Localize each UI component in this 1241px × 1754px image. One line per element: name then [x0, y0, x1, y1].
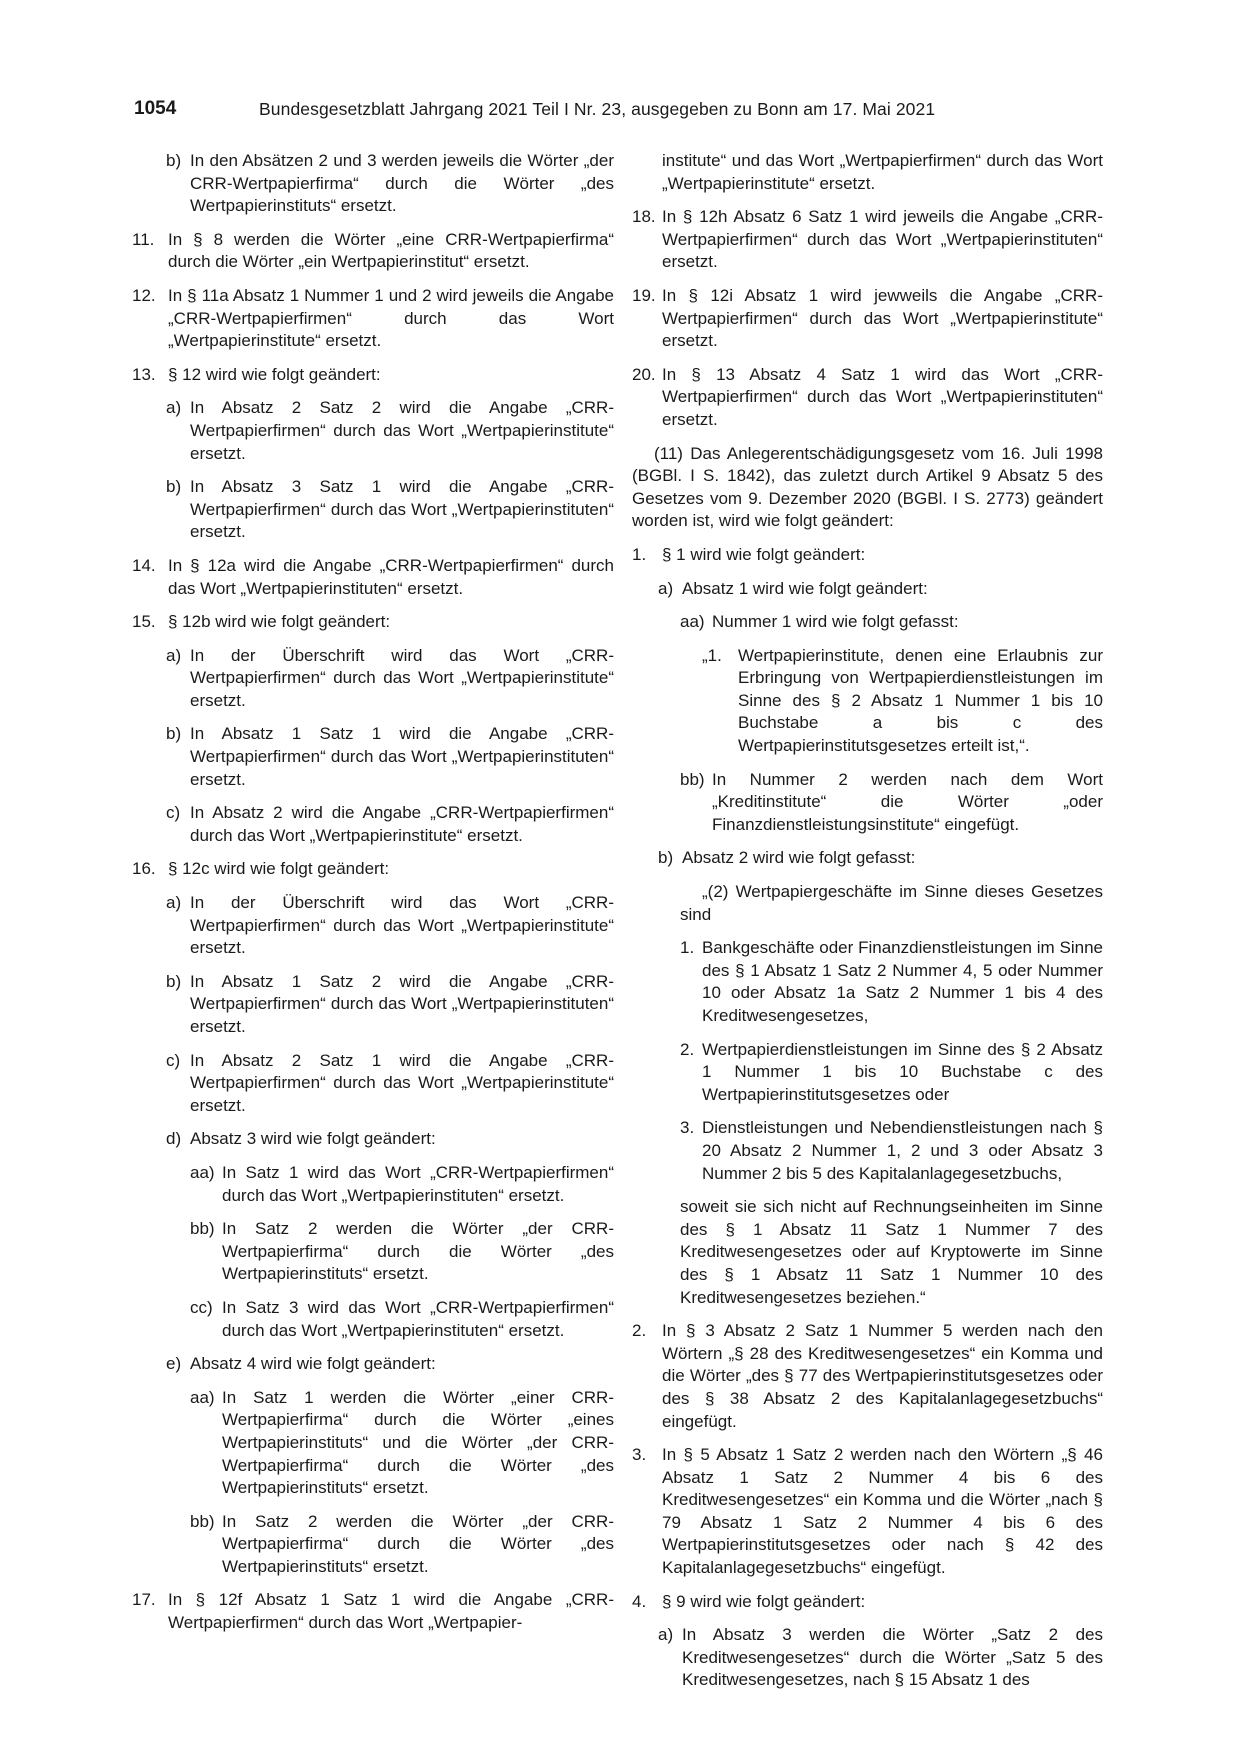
list-item: [632, 1591, 1103, 1614]
list-item: [132, 971, 614, 1039]
list-item-number: bb): [190, 1511, 215, 1531]
list-item-number: d): [166, 1129, 182, 1149]
list-item-text: Dienstleistungen und Nebendienstleistungen nach § 20 Absatz 2 Nummer 1, 2 und 3 oder Absatz 3 Nummer 2 bis 5 des Kapitalanlagegesetzbuchs,: [702, 1118, 1103, 1183]
list-item-number: 15.: [132, 612, 156, 632]
list-item-number: 2.: [680, 1039, 695, 1059]
list-item: [132, 285, 614, 353]
list-item-number: b): [658, 848, 674, 868]
list-item: [632, 150, 1103, 195]
list-item-text: Absatz 3 wird wie folgt geändert:: [190, 1129, 436, 1149]
page-header: [134, 98, 1114, 128]
list-item-text: Nummer 1 wird wie folgt gefasst:: [712, 612, 959, 632]
list-item-number: a): [658, 578, 674, 598]
list-item-number: „1.: [702, 645, 722, 665]
list-item: [132, 1353, 614, 1376]
list-item-number: 4.: [632, 1591, 647, 1611]
list-item: [632, 285, 1103, 353]
list-item-text: § 12 wird wie folgt geändert:: [168, 364, 381, 384]
list-item: [132, 1511, 614, 1579]
list-item-number: aa): [190, 1387, 215, 1407]
list-item-text: Absatz 4 wird wie folgt geändert:: [190, 1354, 436, 1374]
paragraph-continuation: soweit sie sich nicht auf Rechnungseinheiten im Sinne des § 1 Absatz 11 Satz 1 Nummer 7 des Kreditwesengesetzes oder auf Kryptowerte im Sinne des § 1 Absatz 11 Satz 1 Nummer 10 des Kreditwesengesetzes beziehen.“: [680, 1197, 1103, 1307]
list-item: [632, 769, 1103, 837]
list-item: [632, 1117, 1103, 1185]
list-item-text: In Satz 3 wird das Wort „CRR-Wertpapierfirmen“ durch das Wort „Wertpapierinstituten“ ersetzt.: [222, 1297, 614, 1340]
list-item: [132, 645, 614, 713]
list-item-number: 1.: [680, 938, 695, 958]
list-item-number: b): [166, 724, 182, 744]
list-item-number: cc): [190, 1297, 213, 1317]
list-item-number: 3.: [680, 1118, 695, 1138]
list-item: [632, 578, 1103, 601]
list-item: [632, 206, 1103, 274]
list-item-text: In Absatz 1 Satz 2 wird die Angabe „CRR-Wertpapierfirmen“ durch das Wort „Wertpapierinstituten“ ersetzt.: [190, 971, 614, 1036]
list-item-number: e): [166, 1354, 182, 1374]
header-title: Bundesgesetzblatt Jahrgang 2021 Teil I Nr. 23, ausgegeben zu Bonn am 17. Mai 2021: [259, 99, 936, 119]
list-item-number: a): [658, 1625, 674, 1645]
list-item-text: In § 12a wird die Angabe „CRR-Wertpapierfirmen“ durch das Wort „Wertpapierinstituten“ ersetzt.: [168, 555, 614, 598]
list-item-text: In Satz 2 werden die Wörter „der CRR-Wertpapierfirma“ durch die Wörter „des Wertpapierinstituts“ ersetzt.: [222, 1511, 614, 1576]
list-item: [132, 1297, 614, 1342]
list-item-number: 12.: [132, 285, 156, 305]
list-item-text: In § 3 Absatz 2 Satz 1 Nummer 5 werden nach den Wörtern „§ 28 des Kreditwesengesetzes“ ein Komma und die Wörter „des § 77 des Wertpapierinstitutsgesetzes oder des § 38 Absatz 2 des Kapitalanlagegesetzbuchs“ eingefügt.: [662, 1321, 1103, 1431]
list-item-text: In § 13 Absatz 4 Satz 1 wird das Wort „CRR-Wertpapierfirmen“ durch das Wort „Wertpapierinstituten“ ersetzt.: [662, 364, 1103, 429]
left-column: [132, 150, 614, 1646]
list-item: [632, 847, 1103, 870]
list-item-text: In § 5 Absatz 1 Satz 2 werden nach den Wörtern „§ 46 Absatz 1 Satz 2 Nummer 4 bis 6 des Kreditwesengesetzes“ ein Komma und die Wörter „nach § 79 Absatz 1 Satz 2 Nummer 4 bis 6 des Wertpapierinstitutsgesetzes oder nach § 42 des Kapitalanlagegesetzbuchs“ eingefügt.: [662, 1445, 1103, 1578]
list-item-number: 1.: [632, 544, 647, 564]
list-item: [132, 364, 614, 387]
list-item-number: 18.: [632, 207, 656, 227]
list-item-number: bb): [680, 769, 705, 789]
list-item-number: b): [166, 971, 182, 991]
list-item-number: 19.: [632, 285, 656, 305]
list-item-text: In § 12i Absatz 1 wird jewweils die Angabe „CRR-Wertpapierfirmen“ durch das Wort „Wertpapierinstitute“ ersetzt.: [662, 285, 1103, 351]
list-item: [132, 1387, 614, 1500]
list-item-number: 20.: [632, 364, 656, 384]
list-item: [632, 1444, 1103, 1580]
list-item: [632, 364, 1103, 432]
list-item: [132, 150, 614, 218]
list-item-text: In der Überschrift wird das Wort „CRR-Wertpapierfirmen“ durch das Wort „Wertpapierinstitute“ ersetzt.: [190, 645, 614, 710]
list-item: [132, 1128, 614, 1151]
list-item-text: In Absatz 1 Satz 1 wird die Angabe „CRR-Wertpapierfirmen“ durch das Wort „Wertpapierinstituten“ ersetzt.: [190, 724, 614, 789]
list-item: [132, 1218, 614, 1286]
list-item-text: In § 12h Absatz 6 Satz 1 wird jeweils die Angabe „CRR-Wertpapierfirmen“ durch das Wort „Wertpapierinstituten“ ersetzt.: [662, 207, 1103, 272]
list-item-number: b): [166, 477, 182, 497]
list-item: [132, 1589, 614, 1634]
list-item: [132, 723, 614, 791]
list-item-text: In § 12f Absatz 1 Satz 1 wird die Angabe „CRR-Wertpapierfirmen“ durch das Wort „Wertpapier-: [168, 1590, 614, 1633]
list-item: [132, 1050, 614, 1118]
list-item: [632, 645, 1103, 758]
list-item-text: Wertpapierinstitute, denen eine Erlaubnis zur Erbringung von Wertpapierdienstleistungen im Sinne des § 2 Absatz 1 Nummer 1 bis 10 Buchstabe a bis c des Wertpapierinstitutsgesetzes erteilt ist,“.: [738, 645, 1103, 756]
list-item-number: 3.: [632, 1445, 647, 1465]
list-item-number: 2.: [632, 1321, 647, 1341]
list-item: [132, 397, 614, 465]
list-item: [132, 858, 614, 881]
list-item-number: 11.: [132, 229, 155, 249]
list-item-number: bb): [190, 1219, 215, 1239]
page-number: 1054: [134, 98, 177, 119]
list-item: [632, 611, 1103, 634]
list-item: [632, 1624, 1103, 1692]
list-item: [632, 1320, 1103, 1433]
right-column: [632, 150, 1103, 1703]
list-item-number: a): [166, 893, 182, 913]
list-item: [132, 555, 614, 600]
quoted-paragraph: „(2) Wertpapiergeschäfte im Sinne dieses Gesetzes sind: [680, 882, 1103, 924]
list-item: [132, 892, 614, 960]
list-item-text: Bankgeschäfte oder Finanzdienstleistungen im Sinne des § 1 Absatz 1 Satz 2 Nummer 4, 5 oder Nummer 10 oder Absatz 1a Satz 2 Nummer 1 bis 4 des Kreditwesengesetzes,: [702, 938, 1103, 1025]
list-item: [132, 611, 614, 634]
list-item-text: In Nummer 2 werden nach dem Wort „Kreditinstitute“ die Wörter „oder Finanzdienstleistungsinstitute“ eingefügt.: [712, 769, 1103, 834]
list-item-text: In Absatz 3 Satz 1 wird die Angabe „CRR-Wertpapierfirmen“ durch das Wort „Wertpapierinstituten“ ersetzt.: [190, 477, 614, 542]
paragraph: (11) Das Anlegerentschädigungsgesetz vom 16. Juli 1998 (BGBl. I S. 1842), das zuletzt durch Artikel 9 Absatz 5 des Gesetzes vom 9. Dezember 2020 (BGBl. I S. 2773) geändert worden ist, wird wie folgt geändert:: [632, 443, 1103, 531]
list-item-text: § 12b wird wie folgt geändert:: [168, 612, 391, 632]
list-item: [132, 802, 614, 847]
list-item-number: c): [166, 1050, 181, 1070]
list-item: [632, 544, 1103, 567]
list-item-text: § 1 wird wie folgt geändert:: [662, 544, 866, 564]
list-item: [132, 229, 614, 274]
list-item-text: Wertpapierdienstleistungen im Sinne des § 2 Absatz 1 Nummer 1 bis 10 Buchstabe c des Wertpapierinstitutsgesetzes oder: [702, 1039, 1103, 1104]
list-item-text: In Absatz 2 Satz 1 wird die Angabe „CRR-Wertpapierfirmen“ durch das Wort „Wertpapierinstitute“ ersetzt.: [190, 1050, 614, 1115]
list-item-text: Absatz 1 wird wie folgt geändert:: [682, 578, 928, 598]
list-item: [132, 476, 614, 544]
list-item-number: b): [166, 151, 182, 170]
list-item-text: In den Absätzen 2 und 3 werden jeweils die Wörter „der CRR-Wertpapierfirma“ durch die Wörter „des Wertpapierinstituts“ ersetzt.: [190, 151, 614, 216]
list-item-text: In Satz 2 werden die Wörter „der CRR-Wertpapierfirma“ durch die Wörter „des Wertpapierinstituts“ ersetzt.: [222, 1219, 614, 1284]
list-item-text: In Absatz 2 wird die Angabe „CRR-Wertpapierfirmen“ durch das Wort „Wertpapierinstitute“ ersetzt.: [190, 803, 614, 845]
list-item-text: In der Überschrift wird das Wort „CRR-Wertpapierfirmen“ durch das Wort „Wertpapierinstitute“ ersetzt.: [190, 893, 614, 958]
list-item: [632, 937, 1103, 1027]
list-item-text: § 12c wird wie folgt geändert:: [168, 859, 390, 879]
list-item-text: In § 11a Absatz 1 Nummer 1 und 2 wird jeweils die Angabe „CRR-Wertpapierfirmen“ durch das Wort „Wertpapierinstitute“ ersetzt.: [168, 285, 614, 351]
list-item-text: In Absatz 2 Satz 2 wird die Angabe „CRR-Wertpapierfirmen“ durch das Wort „Wertpapierinstitute“ ersetzt.: [190, 398, 614, 463]
list-item-number: c): [166, 803, 181, 823]
list-item-number: a): [166, 645, 182, 665]
list-item-number: 17.: [132, 1590, 156, 1610]
list-item: [132, 1162, 614, 1207]
list-item-text: In Satz 1 werden die Wörter „einer CRR-Wertpapierfirma“ durch die Wörter „eines Wertpapierinstituts“ und die Wörter „der CRR-Wertpapierfirma“ durch die Wörter „des Wertpapierinstituts“ ersetzt.: [222, 1387, 614, 1498]
list-item-number: 13.: [132, 364, 156, 384]
list-item-text: In Satz 1 wird das Wort „CRR-Wertpapierfirmen“ durch das Wort „Wertpapierinstituten“ ersetzt.: [222, 1162, 614, 1205]
list-item-number: 16.: [132, 859, 156, 879]
list-item-number: aa): [190, 1162, 215, 1182]
list-item: [632, 1039, 1103, 1107]
list-item-text: In Absatz 3 werden die Wörter „Satz 2 des Kreditwesengesetzes“ durch die Wörter „Satz 5 des Kreditwesengesetzes, nach § 15 Absatz 1 des: [682, 1625, 1103, 1690]
list-item-text: § 9 wird wie folgt geändert:: [662, 1591, 866, 1611]
list-item-text: institute“ und das Wort „Wertpapierfirmen“ durch das Wort „Wertpapierinstitute“ ersetzt.: [662, 151, 1103, 193]
list-item-text: In § 8 werden die Wörter „eine CRR-Wertpapierfirma“ durch die Wörter „ein Wertpapierinstitut“ ersetzt.: [168, 229, 614, 272]
list-item-number: 14.: [132, 555, 156, 575]
list-item-number: aa): [680, 612, 705, 632]
list-item-number: a): [166, 398, 182, 418]
list-item-text: Absatz 2 wird wie folgt gefasst:: [682, 848, 916, 868]
